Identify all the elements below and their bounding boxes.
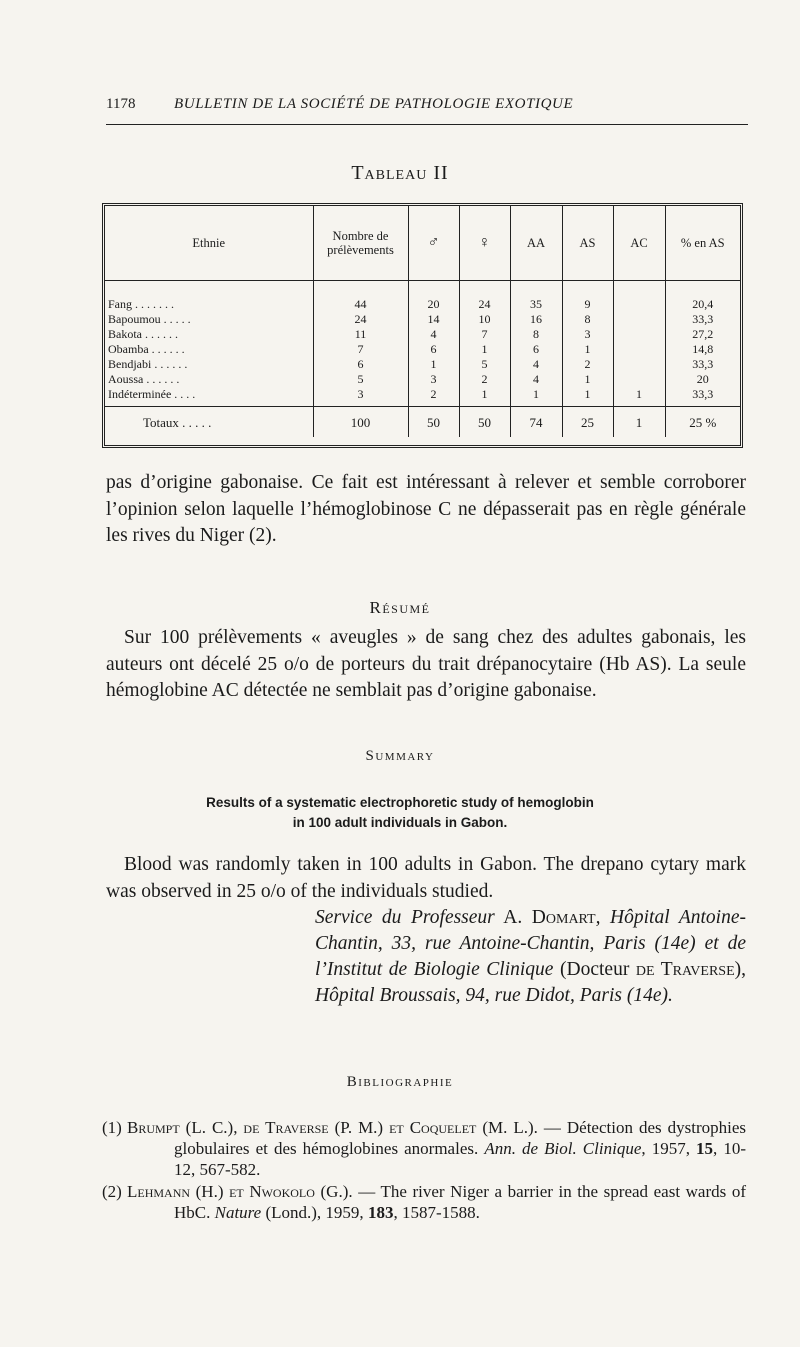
paragraph-conclusion: pas d’origine gabonaise. Ce fait est intéressant à relever et semble corroborer l’opinion selon laquelle l’hémoglobinose C ne dépasserait pas en règle générale les rives du Niger (2).	[106, 472, 746, 546]
ref-year: (Lond.), 1959,	[261, 1203, 368, 1222]
cell-pct: 25 %	[665, 407, 740, 438]
cell-male: 6	[408, 342, 459, 357]
page-number: 1178	[106, 96, 136, 112]
cell-ac	[613, 327, 665, 342]
affiliation-text: Hôpital Broussais, 94, rue Didot, Paris (14e).	[315, 985, 673, 1006]
cell-n: 24	[313, 312, 408, 327]
table-row	[105, 372, 740, 387]
cell-ethnie: Aoussa . . . . . .	[108, 372, 180, 386]
cell-aa: 6	[510, 342, 562, 357]
cell-aa: 4	[510, 357, 562, 372]
table-totals-row	[105, 407, 740, 438]
bibliography-entry	[102, 1117, 746, 1180]
bibliography-entry	[102, 1181, 746, 1223]
cell-totals-label: Totaux . . . . .	[105, 407, 313, 438]
cell-as: 9	[562, 281, 613, 313]
resume-heading: Résumé	[369, 598, 431, 617]
table-row	[105, 312, 740, 327]
cell-pct: 27,2	[665, 327, 740, 342]
cell-n: 6	[313, 357, 408, 372]
cell-pct: 20,4	[665, 281, 740, 313]
ref-text: — The river Niger a barrier in the spread east wards of HbC.	[174, 1182, 746, 1222]
affiliation-text: ),	[734, 959, 747, 980]
col-header-pct-as: % en AS	[665, 206, 740, 281]
ref-volume: 183	[367, 1203, 394, 1222]
cell-female: 7	[459, 327, 510, 342]
table-row	[105, 327, 740, 342]
col-header-as: AS	[562, 206, 613, 281]
cell-ac: 1	[613, 387, 665, 407]
table-row	[105, 281, 740, 313]
affiliation-text: , Hôpital Antoine-Chantin, 33, rue Antoine-Chantin, Paris (14e) et de l’Institut de Biologie Clinique	[315, 907, 746, 980]
col-header-ethnie: Ethnie	[105, 206, 313, 281]
cell-aa: 35	[510, 281, 562, 313]
ref-journal: Nature	[214, 1203, 262, 1222]
cell-ac	[613, 281, 665, 313]
cell-female: 50	[459, 407, 510, 438]
cell-as: 25	[562, 407, 613, 438]
table-title: Tableau II	[351, 162, 449, 184]
cell-as: 1	[562, 387, 613, 407]
journal-title: BULLETIN DE LA SOCIÉTÉ DE PATHOLOGIE EXOTIQUE	[174, 96, 574, 112]
cell-ethnie: Fang . . . . . . .	[108, 297, 174, 311]
cell-as: 2	[562, 357, 613, 372]
summary-title-line: Results of a systematic electrophoretic study of hemoglobin	[206, 795, 594, 810]
col-header-male: ♂	[408, 206, 459, 281]
ref-volume: 15	[696, 1139, 714, 1158]
cell-male: 14	[408, 312, 459, 327]
cell-male: 3	[408, 372, 459, 387]
summary-title	[150, 793, 650, 833]
table-header-row	[105, 206, 740, 281]
cell-pct: 20	[665, 372, 740, 387]
cell-pct: 33,3	[665, 312, 740, 327]
cell-male: 4	[408, 327, 459, 342]
header-rule	[106, 124, 748, 125]
cell-aa: 4	[510, 372, 562, 387]
cell-ac	[613, 342, 665, 357]
cell-aa: 74	[510, 407, 562, 438]
data-table	[105, 206, 740, 437]
ref-number: (1)	[102, 1118, 122, 1137]
cell-male: 50	[408, 407, 459, 438]
cell-n: 100	[313, 407, 408, 438]
cell-ethnie: Bendjabi . . . . . .	[108, 357, 188, 371]
cell-n: 7	[313, 342, 408, 357]
table-row	[105, 357, 740, 372]
cell-male: 2	[408, 387, 459, 407]
cell-as: 3	[562, 327, 613, 342]
ref-text: — Détection des dystrophies globulaires et des hémoglobines anormales.	[174, 1118, 746, 1158]
ref-authors: Brumpt (L. C.), de Traverse (P. M.) et Coquelet (M. L.).	[127, 1118, 538, 1137]
cell-aa: 16	[510, 312, 562, 327]
ref-pages: , 10-12, 567-582.	[174, 1139, 747, 1179]
cell-male: 1	[408, 357, 459, 372]
cell-female: 2	[459, 372, 510, 387]
paragraph-summary: Blood was randomly taken in 100 adults in Gabon. The drepano cytary mark was observed in 25 o/o of the individuals studied.	[106, 854, 746, 902]
cell-as: 1	[562, 372, 613, 387]
cell-as: 1	[562, 342, 613, 357]
col-header-aa: AA	[510, 206, 562, 281]
cell-n: 5	[313, 372, 408, 387]
cell-pct: 14,8	[665, 342, 740, 357]
cell-as: 8	[562, 312, 613, 327]
cell-ethnie: Bapoumou . . . . .	[108, 312, 191, 326]
cell-ac: 1	[613, 407, 665, 438]
summary-heading: Summary	[365, 748, 435, 764]
cell-ac	[613, 312, 665, 327]
cell-ethnie: Bakota . . . . . .	[108, 327, 178, 341]
cell-female: 24	[459, 281, 510, 313]
cell-ethnie: Obamba . . . . . .	[108, 342, 185, 356]
bibliography-heading: Bibliographie	[346, 1074, 454, 1090]
paragraph-resume: Sur 100 prélèvements « aveugles » de sang chez des adultes gabonais, les auteurs ont décelé 25 o/o de porteurs du trait drépanocytaire (Hb AS). La seule hémoglobine AC détectée ne semblait pas d’origine gabonaise.	[106, 627, 746, 701]
ref-journal: Ann. de Biol. Clinique	[484, 1139, 642, 1158]
affiliation-text: A.	[503, 907, 523, 928]
affiliation-text: (Docteur	[560, 959, 630, 980]
table-row	[105, 387, 740, 407]
cell-n: 11	[313, 327, 408, 342]
cell-aa: 1	[510, 387, 562, 407]
col-header-female: ♀	[459, 206, 510, 281]
cell-ac	[613, 357, 665, 372]
affiliation-block	[315, 905, 746, 1009]
col-header-ac: AC	[613, 206, 665, 281]
cell-aa: 8	[510, 327, 562, 342]
cell-pct: 33,3	[665, 387, 740, 407]
affiliation-text: Service du Professeur	[315, 907, 495, 928]
cell-female: 1	[459, 342, 510, 357]
cell-female: 1	[459, 387, 510, 407]
table-row	[105, 342, 740, 357]
affiliation-name: Domart	[531, 907, 596, 928]
col-header-nombre: Nombre de prélèvements	[313, 206, 408, 281]
cell-female: 5	[459, 357, 510, 372]
ref-number: (2)	[102, 1182, 122, 1201]
cell-female: 10	[459, 312, 510, 327]
ref-pages: , 1587-1588.	[393, 1203, 480, 1222]
affiliation-name: de Traverse	[635, 959, 735, 980]
data-table-frame	[102, 203, 743, 448]
cell-n: 3	[313, 387, 408, 407]
cell-n: 44	[313, 281, 408, 313]
cell-ethnie: Indéterminée . . . .	[108, 387, 196, 401]
cell-pct: 33,3	[665, 357, 740, 372]
cell-male: 20	[408, 281, 459, 313]
ref-authors: Lehmann (H.) et Nwokolo (G.).	[127, 1182, 353, 1201]
cell-ac	[613, 372, 665, 387]
summary-title-line: in 100 adult individuals in Gabon.	[292, 815, 508, 830]
ref-year: , 1957,	[641, 1139, 697, 1158]
